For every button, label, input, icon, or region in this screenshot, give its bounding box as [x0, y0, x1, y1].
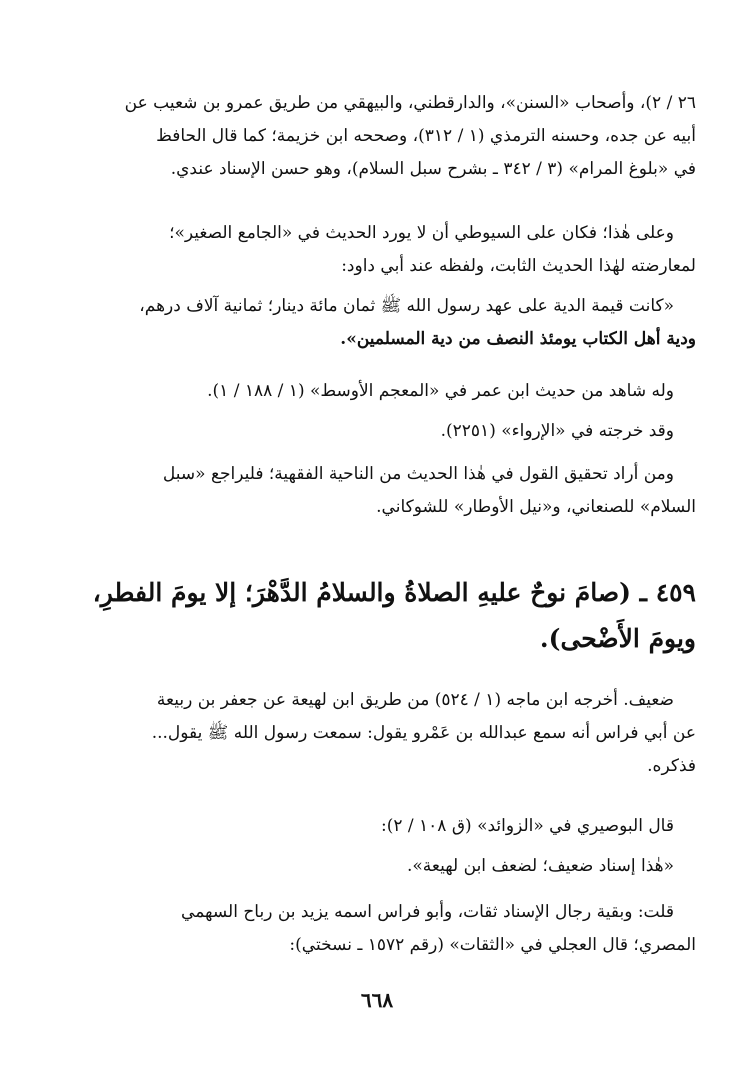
text-line: «هٰذا إسناد ضعيف؛ لضعف ابن لهيعة».	[406, 856, 674, 876]
hadith-quote	[76, 290, 696, 356]
takhrij-paragraph-1	[76, 684, 696, 783]
text-line: وعلى هٰذا؛ فكان على السيوطي أن لا يورد الحديث في «الجامع الصغير»؛	[169, 223, 674, 243]
text-line: المصري؛ قال العجلي في «الثقات» (رقم ١٥٧٢ ـ نسختي):	[289, 935, 696, 955]
heading-line: ويومَ الأَضْحى).	[539, 624, 696, 653]
intro-paragraph-2	[76, 217, 696, 283]
text-line: «كانت قيمة الدية على عهد رسول الله ﷺ ثمان مائة دينار؛ ثمانية آلاف درهم،	[139, 296, 674, 316]
hadith-heading	[76, 570, 696, 662]
intro-paragraph-1	[76, 87, 696, 186]
text-line: قلت: وبقية رجال الإسناد ثقات، وأبو فراس اسمه يزيد بن رباح السهمي	[181, 902, 674, 922]
text-line: عن أبي فراس أنه سمع عبدالله بن عَمْرو يقول: سمعت رسول الله ﷺ يقول...	[151, 723, 696, 743]
text-line: ٢٦ / ٢)، وأصحاب «السنن»، والدارقطني، والبيهقي من طريق عمرو بن شعيب عن	[124, 93, 696, 113]
text-line: في «بلوغ المرام» (٣ / ٣٤٢ ـ بشرح سبل السلام)، وهو حسن الإسناد عندي.	[170, 159, 696, 179]
page-number: ٦٦٨	[360, 988, 394, 1012]
text-line: ومن أراد تحقيق القول في هٰذا الحديث من الناحية الفقهية؛ فليراجع «سبل	[162, 464, 674, 484]
text-line: السلام» للصنعاني، و«نيل الأوطار» للشوكاني.	[376, 497, 696, 517]
intro-paragraph-5	[76, 458, 696, 524]
text-line: وله شاهد من حديث ابن عمر في «المعجم الأوسط» (١ / ١٨٨ / ١).	[207, 381, 674, 401]
text-line: وقد خرجته في «الإرواء» (٢٢٥١).	[440, 421, 674, 441]
text-line: أبيه عن جده، وحسنه الترمذي (١ / ٣١٢)، وصححه ابن خزيمة؛ كما قال الحافظ	[156, 126, 696, 146]
irwa-reference	[76, 415, 696, 448]
takhrij-paragraph-4	[76, 896, 696, 962]
witness-paragraph	[76, 375, 696, 408]
text-line: لمعارضته لهٰذا الحديث الثابت، ولفظه عند أبي داود:	[341, 256, 696, 276]
text-line: قال البوصيري في «الزوائد» (ق ١٠٨ / ٢):	[380, 816, 674, 836]
heading-line: ٤٥٩ ـ (صامَ نوحٌ عليهِ الصلاةُ والسلامُ الدَّهْرَ؛ إلا يومَ الفطرِ،	[92, 578, 696, 607]
busiri-quote-intro	[76, 810, 696, 843]
text-line: فذكره.	[647, 756, 696, 776]
busiri-quote	[76, 850, 696, 883]
text-line: ودية أهل الكتاب يومئذ النصف من دية المسلمين».	[340, 329, 696, 349]
text-line: ضعيف. أخرجه ابن ماجه (١ / ٥٢٤) من طريق ابن لهيعة عن جعفر بن ربيعة	[156, 690, 674, 710]
